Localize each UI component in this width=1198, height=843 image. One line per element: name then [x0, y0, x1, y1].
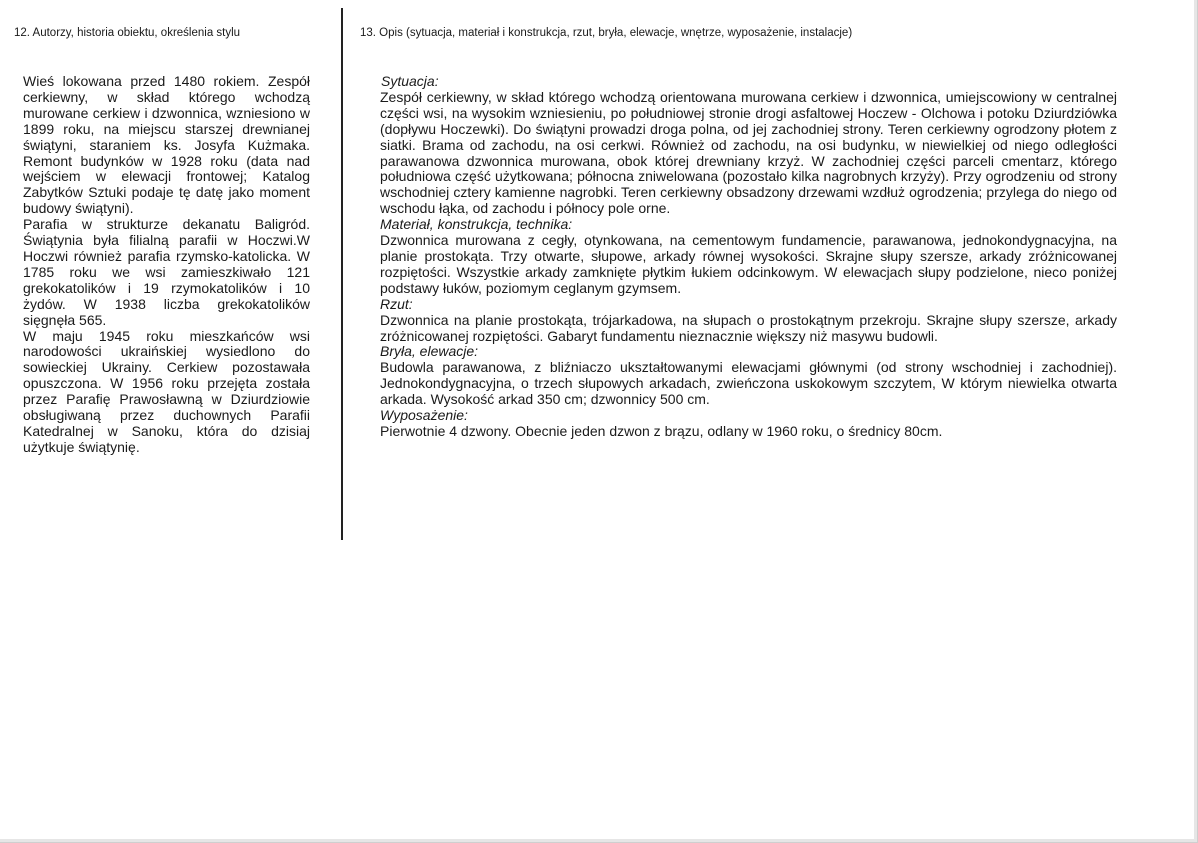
wyposazenie-text: Pierwotnie 4 dzwony. Obecnie jeden dzwon z brązu, odlany w 1960 roku, o średnicy 80cm.: [380, 422, 943, 439]
history-paragraph: W maju 1945 roku mieszkańców wsi narodowości ukraińskiej wysiedlono do sowieckiej Ukrainy. Cerkiew pozostawała opuszczona. W 1956 roku przejęta została przez Parafię Prawosławną w Dziurdziowie obsługiwaną przez duchownych Parafii Katedralnej w Sanoku, która do dzisiaj użytkuje świątynię.: [23, 327, 310, 455]
rzut-heading: Rzut:: [380, 295, 413, 312]
wyposazenie-heading: Wyposażenie:: [380, 407, 468, 424]
history-paragraph: Parafia w strukturze dekanatu Baligród. Świątynia była filialną parafii w Hoczwi.W Hoczwi również parafia rzymsko-katolicka. W 1785 roku we wsi zamieszkiwało 121 grekokatolików i 19 rzymokatolików i 10 żydów. W 1938 liczba grekokatolików sięgnęła 565.: [23, 216, 310, 328]
sytuacja-text: Zespół cerkiewny, w skład którego wchodzą orientowana murowana cerkiew i dzwonnica, umiejscowiony w centralnej części wsi, na wysokim wzniesieniu, po południowej stronie drogi asfaltowej Hoczew - Olchowa i potoku Dziurdziówka (dopływu Hoczewki). Do świątyni prowadzi droga polna, od jej zachodniej strony. Teren cerkiewny ogrodzony płotem z siatki. Brama od zachodu, na osi cerkwi. Również od zachodu, na osi budynku, w niewielkiej od niego odległości parawanowa dzwonnica murowana, obok której drewniany krzyż. W zachodniej części parceli cmentarz, którego południowa część użytkowana; północna zniwelowana (pozostało kilka nagrobnych krzyży). Przy ogrodzeniu od strony wschodniej cztery kamienne nagrobki. Teren cerkiewny obsadzony drzewami wzdłuż ogrodzenia; przylega do niego od wschodu łąka, od zachodu i północy pole orne.: [380, 88, 1117, 217]
column-divider: [341, 8, 343, 540]
history-text: [23, 74, 310, 456]
history-paragraph: Wieś lokowana przed 1480 rokiem. Zespół cerkiewny, w skład którego wchodzą murowane cerkiew i dzwonnica, wzniesiono w 1899 roku, na miejscu starszej drewnianej świątyni, staraniem ks. Josyfa Kużmaka. Remont budynków w 1928 roku (data nad wejściem w elewacji frontowej; Katalog Zabytków Sztuki podaje tę datę jako moment budowy świątyni).: [23, 73, 310, 217]
rzut-text: Dzwonnica na planie prostokąta, trójarkadowa, na słupach o prostokątnym przekroju. Skrajne słupy szersze, arkady zróżnicowanej rozpiętości. Gabaryt fundamentu nieznacznie większy niż masywu budowli.: [380, 311, 1117, 344]
bryla-text: Budowla parawanowa, z bliźniaczo ukształtowanymi elewacjami głównymi (od strony wschodniej i zachodniej). Jednokondygnacyjna, o trzech słupowych arkadach, zwieńczona uskokowym szczytem, W którym niewielka otwarta arkada. Wysokość arkad 350 cm; dzwonnicy 500 cm.: [380, 359, 1117, 408]
material-text: Dzwonnica murowana z cegły, otynkowana, na cementowym fundamencie, parawanowa, jednokondygnacyjna, na planie prostokąta. Trzy otwarte, słupowe, arkady równej wysokości. Skrajne słupy szersze, arkady zróżnicowanej rozpiętości. Wszystkie arkady zamknięte płytkim łukiem odcinkowym. W elewacjach słupy podzielone, nieco poniżej podstawy łuków, poziomym ceglanym gzymsem.: [380, 232, 1117, 296]
bryla-heading: Bryła, elewacje:: [380, 343, 479, 360]
material-heading: Materiał, konstrukcja, technika:: [380, 216, 573, 233]
section-12-header: 12. Autorzy, historia obiektu, określenia stylu: [14, 27, 241, 39]
sytuacja-heading: Sytuacja:: [381, 73, 439, 89]
description-text: [380, 74, 1117, 440]
section-13-header: 13. Opis (sytuacja, materiał i konstrukcja, rzut, bryła, elewacje, wnętrze, wyposażenie, instalacje): [360, 27, 853, 39]
